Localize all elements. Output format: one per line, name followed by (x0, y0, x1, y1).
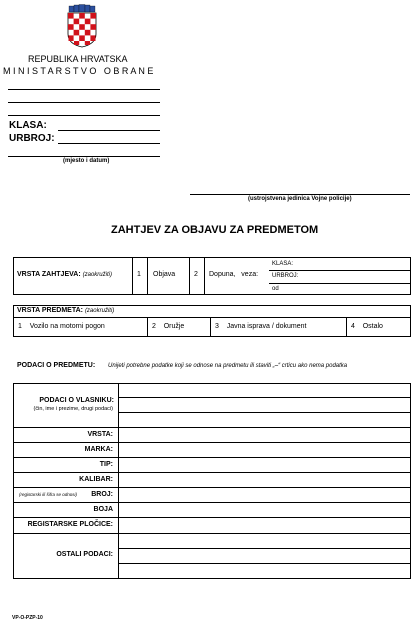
link-klasa-label: KLASA: (272, 261, 294, 267)
item-data-label: PODACI O PREDMETU: (17, 362, 96, 369)
place-date-label: (mjesto i datum) (63, 158, 110, 164)
broj-label: BROJ: (91, 491, 113, 498)
request-option-2-number: 2 (194, 271, 198, 278)
item-option-2[interactable]: 2 Oružje (152, 323, 185, 330)
urbroj-label: URBROJ: (9, 133, 55, 144)
item-option-4[interactable]: 4 Ostalo (351, 323, 383, 330)
request-option-1-number: 1 (137, 271, 141, 278)
marka-label: MARKA: (84, 446, 113, 453)
tip-label: TIP: (99, 461, 113, 468)
item-option-3[interactable]: 3 Javna isprava / dokument (215, 323, 307, 330)
plates-label: REGISTARSKE PLOČICE: (27, 521, 113, 528)
owner-label: PODACI O VLASNIKU: (39, 397, 114, 404)
header-line-2 (8, 102, 160, 103)
link-urbroj-label: URBROJ: (272, 273, 299, 279)
request-option-1[interactable]: Objava (153, 271, 176, 278)
coat-of-arms-emblem (66, 4, 98, 48)
other-data-label: OSTALI PODACI: (56, 551, 113, 558)
unit-field[interactable] (190, 194, 410, 195)
header-line-1 (8, 89, 160, 90)
ministry-label: M I N I S T A R S T V O O B R A N E (3, 66, 154, 76)
item-data-instruction: Unijeti potrebne podatke koji se odnose na predmetu ili staviti „–“ crticu ako nema podatka (108, 363, 348, 369)
header-line-3 (8, 115, 160, 116)
boja-label: BOJA (93, 506, 113, 513)
document-title: ZAHTJEV ZA OBJAVU ZA PREDMETOM (111, 224, 319, 236)
place-date-field[interactable] (8, 156, 160, 157)
urbroj-field[interactable] (58, 143, 160, 144)
link-od-label: od (272, 286, 279, 292)
item-option-1[interactable]: 1 Vozilo na motorni pogon (18, 323, 105, 330)
klasa-field[interactable] (58, 130, 160, 131)
klasa-label: KLASA: (9, 120, 47, 131)
request-option-2[interactable]: Dopuna, veza: (209, 271, 259, 278)
kalibar-label: KALIBAR: (79, 476, 113, 483)
form-code: VP-O-PZP-10 (12, 615, 43, 621)
unit-label: (ustrojstvena jedinica Vojne policije) (248, 196, 352, 202)
owner-hint: (čin, ime i prezime, drugi podaci) (33, 406, 113, 412)
item-type-label: VRSTA PREDMETA: (zaokružiti) (17, 307, 115, 314)
vrsta-label: VRSTA: (87, 431, 113, 438)
republic-label: REPUBLIKA HRVATSKA (28, 54, 128, 64)
request-type-label: VRSTA ZAHTJEVA: (zaokružiti) (17, 271, 112, 278)
broj-hint: (registarski ili šifra se odnosi) (19, 492, 78, 497)
